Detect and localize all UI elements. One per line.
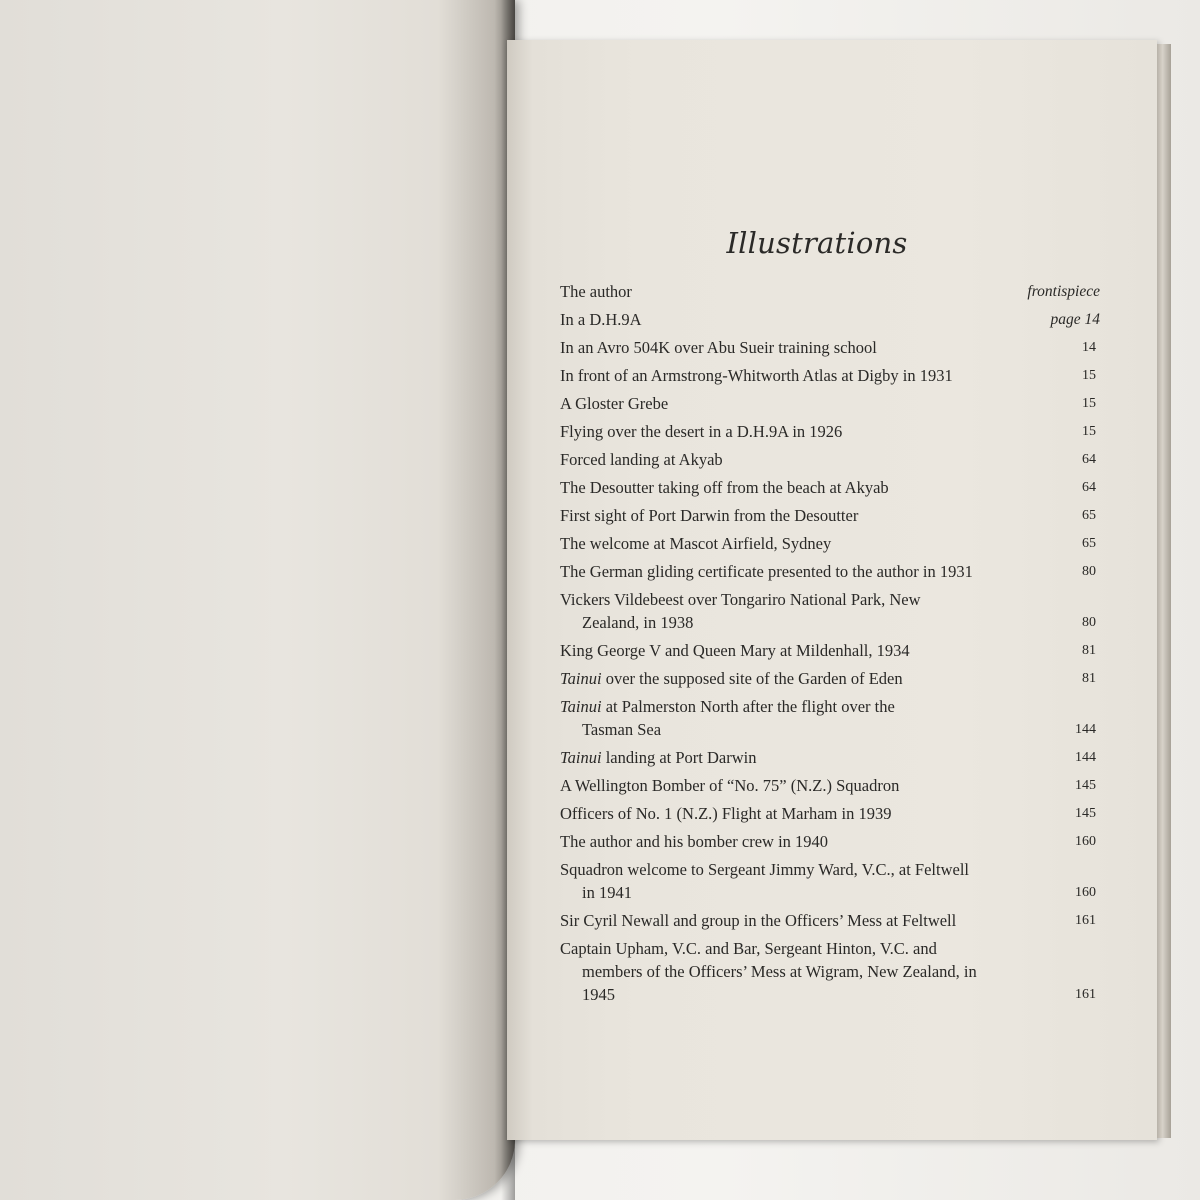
entry-page: 160 bbox=[1075, 834, 1096, 849]
list-item bbox=[560, 746, 1100, 769]
entry-caption: A Wellington Bomber of “No. 75” (N.Z.) Squadron bbox=[560, 776, 900, 795]
entry-caption bbox=[560, 588, 1056, 634]
entry-caption: First sight of Port Darwin from the Desoutter bbox=[560, 506, 859, 525]
list-item bbox=[560, 830, 1100, 853]
entry-caption-line: Squadron welcome to Sergeant Jimmy Ward, V.C., at Feltwell bbox=[560, 860, 969, 879]
list-item bbox=[560, 280, 1100, 303]
entry-page: 64 bbox=[1082, 480, 1096, 495]
entry-caption-line: Zealand, in 1938 bbox=[582, 613, 694, 632]
entry-caption: In front of an Armstrong-Whitworth Atlas at Digby in 1931 bbox=[560, 366, 953, 385]
entry-caption: A Gloster Grebe bbox=[560, 394, 669, 413]
entry-caption bbox=[560, 858, 1056, 904]
entry-caption: The welcome at Mascot Airfield, Sydney bbox=[560, 534, 832, 553]
entry-page: frontispiece bbox=[1027, 283, 1100, 300]
list-item bbox=[560, 774, 1100, 797]
list-item bbox=[560, 504, 1100, 527]
entry-caption-line: 1945 bbox=[582, 985, 615, 1004]
entry-page: 14 bbox=[1082, 340, 1096, 355]
list-item bbox=[560, 364, 1100, 387]
list-item bbox=[560, 448, 1100, 471]
list-item bbox=[560, 667, 1100, 690]
list-item bbox=[560, 336, 1100, 359]
entry-page: 145 bbox=[1075, 806, 1096, 821]
entry-caption: King George V and Queen Mary at Mildenhall, 1934 bbox=[560, 641, 910, 660]
list-item bbox=[560, 937, 1100, 1006]
entry-caption-text: over the supposed site of the Garden of Eden bbox=[601, 669, 903, 688]
list-item bbox=[560, 639, 1100, 662]
entry-page: 65 bbox=[1082, 508, 1096, 523]
aircraft-name: Tainui bbox=[560, 669, 602, 688]
entry-caption: The author and his bomber crew in 1940 bbox=[560, 832, 829, 851]
entry-page: 81 bbox=[1082, 671, 1096, 686]
list-item bbox=[560, 560, 1100, 583]
entry-caption bbox=[560, 937, 1056, 1006]
list-item bbox=[560, 308, 1100, 331]
entry-page: 145 bbox=[1075, 778, 1096, 793]
list-item bbox=[560, 532, 1100, 555]
entry-page: 81 bbox=[1082, 643, 1096, 658]
entry-page: 160 bbox=[1075, 885, 1096, 900]
aircraft-name: Tainui bbox=[560, 697, 602, 716]
entry-caption-line: Captain Upham, V.C. and Bar, Sergeant Hinton, V.C. and bbox=[560, 939, 937, 958]
entry-caption: Officers of No. 1 (N.Z.) Flight at Marham in 1939 bbox=[560, 804, 892, 823]
entry-caption-text: at Palmerston North after the flight over the bbox=[601, 697, 895, 716]
entry-caption: Forced landing at Akyab bbox=[560, 450, 723, 469]
illustration-list bbox=[560, 280, 1100, 1011]
entry-caption-text: landing at Port Darwin bbox=[601, 748, 757, 767]
book-edge bbox=[1157, 44, 1171, 1138]
list-item bbox=[560, 802, 1100, 825]
entry-page: 15 bbox=[1082, 396, 1096, 411]
entry-caption: The Desoutter taking off from the beach at Akyab bbox=[560, 478, 889, 497]
aircraft-name: Tainui bbox=[560, 748, 602, 767]
entry-page: 161 bbox=[1075, 987, 1096, 1002]
entry-caption-line: members of the Officers’ Mess at Wigram, New Zealand, in bbox=[582, 962, 977, 981]
entry-caption-line: in 1941 bbox=[582, 883, 632, 902]
list-item bbox=[560, 476, 1100, 499]
entry-page: 15 bbox=[1082, 368, 1096, 383]
list-item bbox=[560, 392, 1100, 415]
entry-caption: The German gliding certificate presented to the author in 1931 bbox=[560, 562, 973, 581]
entry-caption: The author bbox=[560, 282, 632, 301]
entry-caption bbox=[560, 695, 1056, 741]
list-item bbox=[560, 858, 1100, 904]
entry-caption bbox=[560, 746, 1056, 769]
list-item bbox=[560, 695, 1100, 741]
entry-caption: In a D.H.9A bbox=[560, 310, 642, 329]
entry-page: 65 bbox=[1082, 536, 1096, 551]
entry-page: 144 bbox=[1075, 722, 1096, 737]
entry-page: page 14 bbox=[1050, 311, 1100, 328]
entry-page: 64 bbox=[1082, 452, 1096, 467]
entry-page: 144 bbox=[1075, 750, 1096, 765]
entry-page: 80 bbox=[1082, 615, 1096, 630]
list-item bbox=[560, 420, 1100, 443]
entry-page: 80 bbox=[1082, 564, 1096, 579]
entry-caption: Sir Cyril Newall and group in the Officers’ Mess at Feltwell bbox=[560, 911, 957, 930]
entry-page: 161 bbox=[1075, 913, 1096, 928]
list-item bbox=[560, 588, 1100, 634]
entry-caption: In an Avro 504K over Abu Sueir training school bbox=[560, 338, 877, 357]
left-page bbox=[0, 0, 515, 1200]
page-title: Illustrations bbox=[726, 226, 908, 260]
entry-caption-line: Tasman Sea bbox=[582, 720, 662, 739]
entry-caption bbox=[560, 667, 1056, 690]
list-item bbox=[560, 909, 1100, 932]
entry-caption-line: Vickers Vildebeest over Tongariro National Park, New bbox=[560, 590, 921, 609]
entry-caption: Flying over the desert in a D.H.9A in 1926 bbox=[560, 422, 843, 441]
entry-page: 15 bbox=[1082, 424, 1096, 439]
